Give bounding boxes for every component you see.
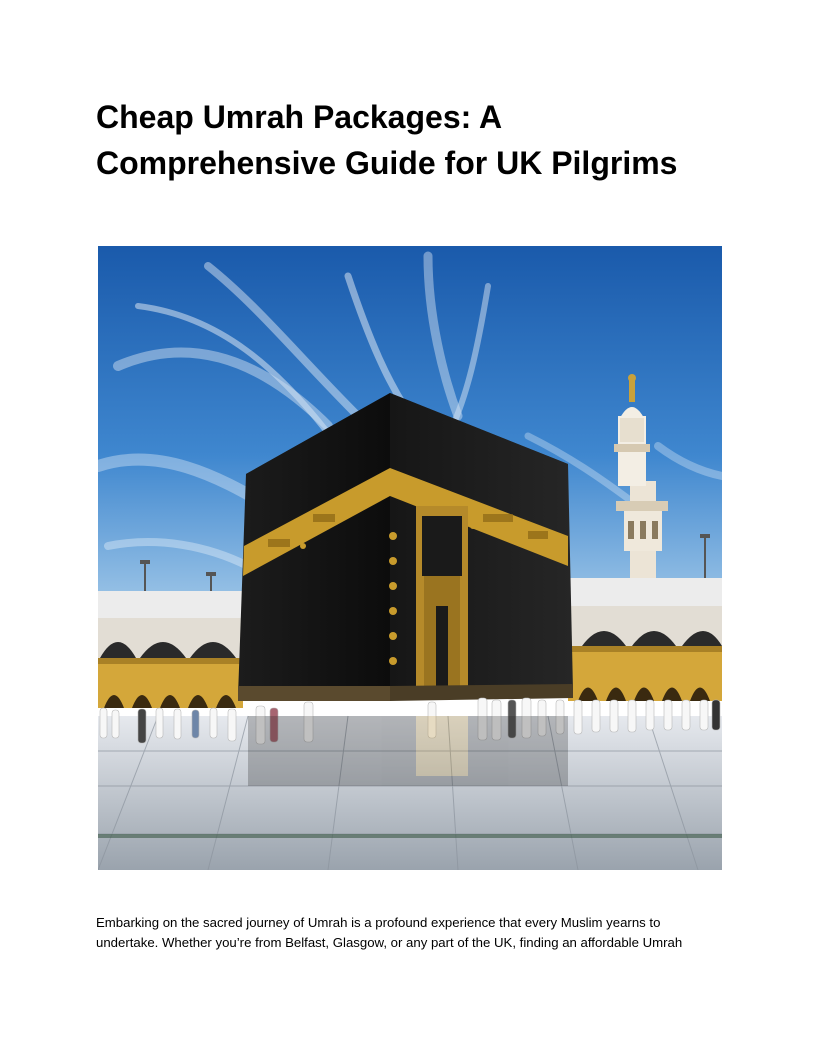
right-arcade [568,578,722,701]
kaaba-hero-image [98,246,722,870]
floor-reflections [248,716,568,786]
intro-paragraph: Embarking on the sacred journey of Umrah is a profound experience that every Muslim yearns to undertake. Whether you’re from Belfast, Glasgow, or any part of the UK, finding an affordable Umrah [96,915,683,950]
left-arcade [98,591,243,708]
page-title: Cheap Umrah Packages: A Comprehensive Guide for UK Pilgrims [96,99,678,181]
